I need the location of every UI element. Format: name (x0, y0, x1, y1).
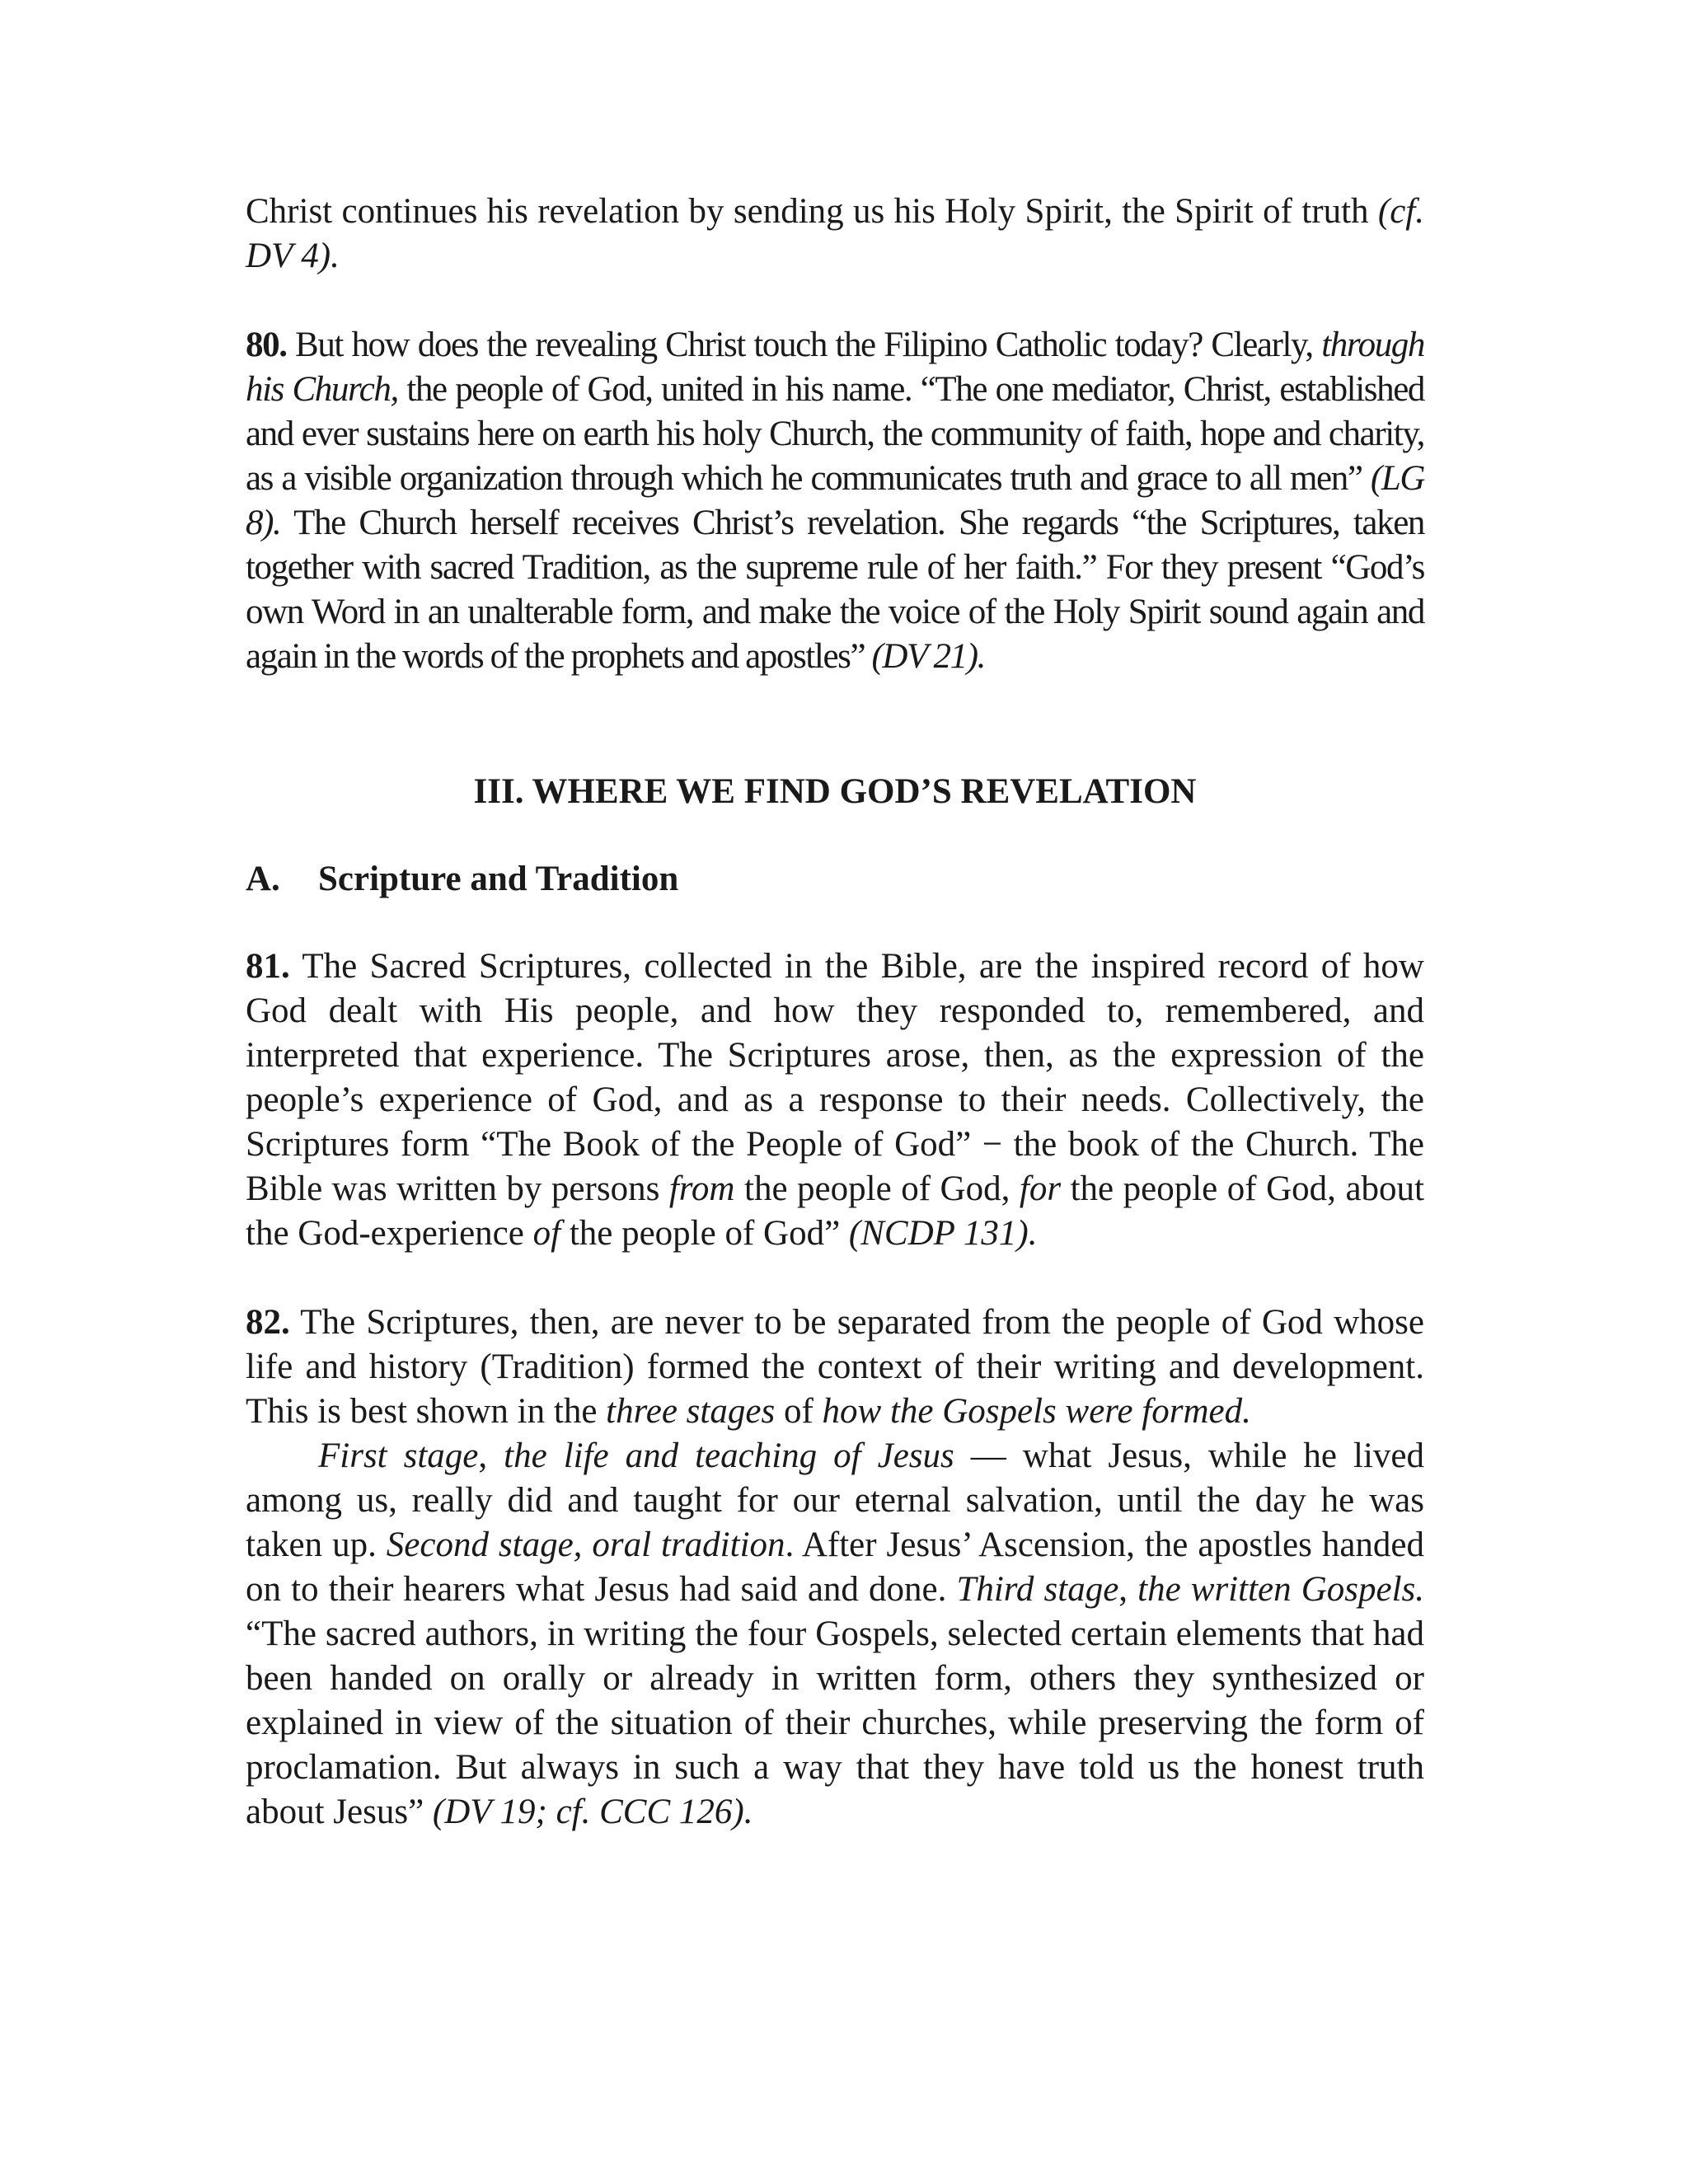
citation: (DV 21). (871, 637, 985, 676)
emphasis-text: for (1019, 1169, 1062, 1208)
paragraph-text: , (1118, 1570, 1138, 1609)
paragraph-80 (246, 323, 1424, 679)
paragraph-text: The Sacred Scriptures, collected in the Bible, are the inspired record of how God dealt with His people, and how they responded to, remembered, and interpreted that experience. The Scriptures arose, then, as the expression of the people’s experience of God, and as a response to their needs. Collectively, the Scriptures form “The Book of the People of God” − the book of the Church. The Bible was written by persons (246, 947, 1424, 1208)
document-page (246, 190, 1424, 1835)
emphasis-text: Third stage (956, 1570, 1119, 1609)
section-heading: III. WHERE WE FIND GOD’S REVELATION (473, 772, 1197, 811)
intro-reference: (cf. DV 4). (246, 192, 1424, 275)
paragraph-text: the people of God, (734, 1169, 1020, 1208)
paragraph-81 (246, 944, 1424, 1256)
paragraph-text: the people of God, united in his name. “The one mediator, Christ, established and ever sustains here on earth his holy Church, the community of faith, hope and charity, as a visible organization through which he communicates truth and grace to all men” (246, 370, 1424, 498)
citation: (DV 19; cf. CCC 126). (432, 1793, 753, 1831)
emphasis-text: three stages (606, 1392, 776, 1431)
paragraph-text: — what Jesus, while he lived among us, really did and taught for our eternal salvation, until the day he was taken up. (246, 1436, 1424, 1564)
intro-text: Christ continues his revelation by sending us his Holy Spirit, the Spirit of truth (246, 192, 1378, 231)
paragraph-text: , (478, 1436, 504, 1475)
emphasis-text: of (532, 1214, 561, 1253)
emphasis-text: from (668, 1169, 735, 1208)
paragraph-82-continued (246, 1434, 1424, 1835)
paragraph-number: 80. (246, 326, 287, 364)
paragraph-text: The Church herself receives Christ’s revelation. She regards “the Scriptures, taken together with sacred Tradition, as the supreme rule of her faith.” For they present “God’s own Word in an unalterable form, and make the voice of the Holy Spirit sound again and again in the words of the prophets and apostles” (246, 504, 1424, 676)
emphasis-text: how the Gospels were formed. (822, 1392, 1251, 1431)
emphasis-text: the written Gospels. (1137, 1570, 1424, 1609)
paragraph-82 (246, 1301, 1424, 1434)
emphasis-text: Second stage, oral tradition (386, 1526, 785, 1564)
paragraph-number: 82. (246, 1303, 290, 1342)
paragraph-number: 81. (246, 947, 290, 986)
citation: (LG 8). (246, 459, 1424, 542)
paragraph-text: “The sacred authors, in writing the four Gospels, selected certain elements that had been handed on orally or already in written form, others they synthesized or explained in view of the situation of their churches, while preserving the form of proclamation. But always in such a way that they have told us the honest truth about Jesus” (246, 1615, 1424, 1831)
emphasis-text: the life and teaching of Jesus (504, 1436, 954, 1475)
intro-paragraph (246, 190, 1424, 279)
emphasis-text: First stage (318, 1436, 479, 1475)
paragraph-text: the people of God” (560, 1214, 849, 1253)
citation: (NCDP 131). (848, 1214, 1038, 1253)
paragraph-text: . After Jesus’ Ascension, the apostles handed on to their hearers what Jesus had said and done. (246, 1526, 1425, 1609)
subsection-heading (246, 857, 1424, 902)
paragraph-text: of (775, 1392, 823, 1431)
subsection-title: Scripture and Tradition (318, 860, 679, 898)
paragraph-text: the people of God, about the God-experience (246, 1169, 1424, 1253)
subsection-letter: A. (246, 860, 280, 898)
paragraph-text: The Scriptures, then, are never to be separated from the people of God whose life and history (Tradition) formed the context of their writing and development. This is best shown in the (246, 1303, 1424, 1431)
paragraph-text: But how does the revealing Christ touch the Filipino Catholic today? Clearly, (286, 326, 1322, 364)
emphasis-text: through his Church, (246, 326, 1424, 409)
